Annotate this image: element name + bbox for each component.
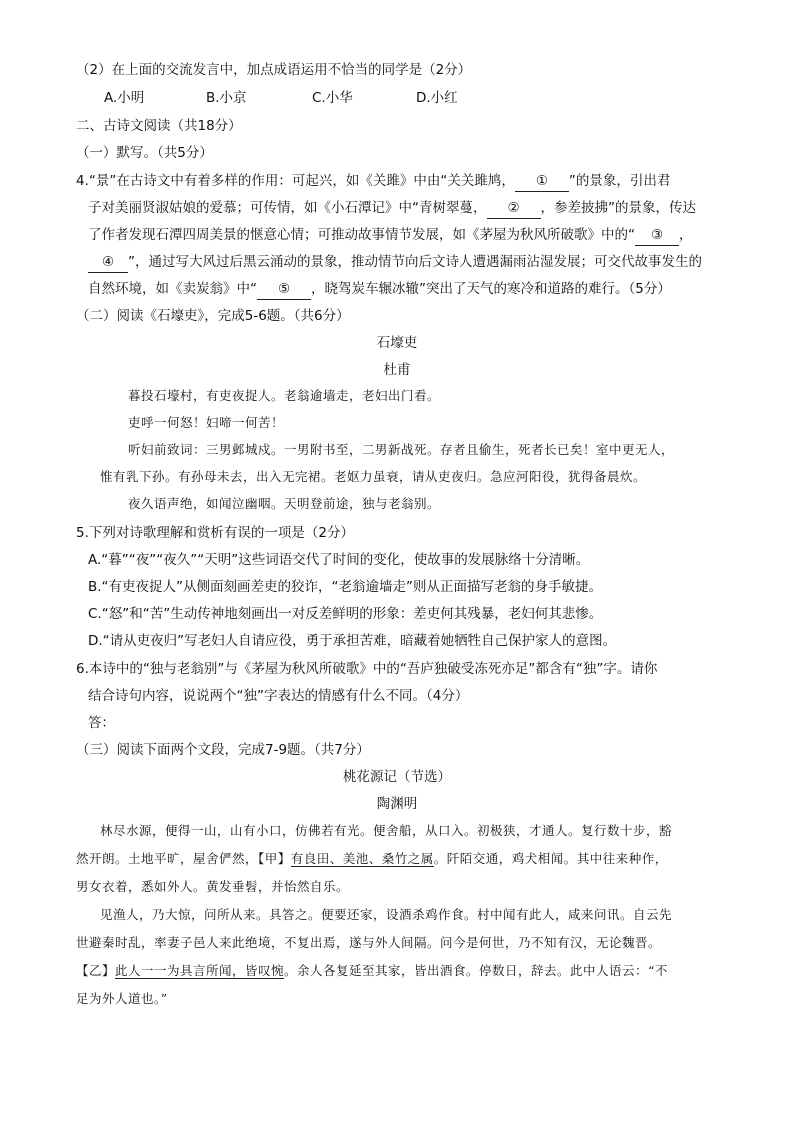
part1-title: （一）默写。（共5分）	[76, 145, 213, 161]
blank-5: ⑤	[257, 279, 311, 300]
q4-text: ，	[679, 227, 693, 243]
mark-yi: 【乙】	[76, 963, 116, 978]
q4-text: ，晓驾炭车辗冰辙”突出了天气的寒冷和道路的难行。（5分）	[311, 281, 671, 297]
q2-option-c: C.小华	[312, 90, 353, 106]
blank-1: ①	[515, 171, 569, 192]
poem-line-2: 吏呼一何怒！妇啼一何苦！	[128, 415, 285, 430]
q4-line-3	[88, 225, 693, 246]
prose-p1-line-2	[76, 849, 668, 869]
q6-answer-label: 答：	[88, 715, 115, 731]
prose-text: 。余人各复延至其家，皆出酒食。停数日，辞去。此中人语云：“不	[284, 963, 668, 978]
blank-3: ③	[635, 225, 679, 246]
prose-p1-line-1: 林尽水源，便得一山，山有小口，仿佛若有光。便舍船，从口入。初极狭，才通人。复行数十步，豁	[100, 823, 673, 838]
prose-p2-line-2: 世避秦时乱，率妻子邑人来此绝境，不复出焉，遂与外人间隔。问今是何世，乃不知有汉，无论魏晋。	[76, 935, 662, 950]
q4-text: 4.“景”在古诗文中有着多样的作用：可起兴，如《关雎》中由“关关雎鸠，	[76, 173, 515, 189]
part2-title: （二）阅读《石壕吏》，完成5-6题。（共6分）	[76, 308, 350, 324]
blank-2: ②	[487, 198, 541, 219]
prose-p2-line-1: 见渔人，乃大惊，问所从来。具答之。便要还家，设酒杀鸡作食。村中闻有此人，咸来问讯。自云先	[100, 907, 673, 922]
poem-line-5: 夜久语声绝，如闻泣幽咽。天明登前途，独与老翁别。	[128, 496, 441, 511]
q4-text: 自然环境，如《卖炭翁》中“	[88, 281, 257, 297]
q4-line-4	[88, 252, 702, 273]
q4-text: ”的景象，引出君	[568, 173, 671, 189]
prose-author: 陶渊明	[376, 796, 418, 812]
mark-jia: 【甲】	[258, 851, 291, 866]
q5-stem: 5.下列对诗歌理解和赏析有误的一项是（2分）	[76, 525, 354, 541]
q4-text: ，参差披拂”的景象，传达	[540, 200, 696, 216]
poem-title: 石壕吏	[376, 335, 418, 351]
q4-text: 了作者发现石潭四周美景的惬意心情；可推动故事情节发展，如《茅屋为秋风所破歌》中的“	[88, 227, 635, 243]
poem-line-1: 暮投石壕村，有吏夜捉人。老翁逾墙走，老妇出门看。	[128, 388, 441, 403]
poem-line-4: 惟有乳下孙。有孙母未去，出入无完裙。老妪力虽衰，请从吏夜归。急应河阳役，犹得备晨炊。	[100, 469, 647, 484]
q5-option-a: A.“暮”“夜”“夜久”“天明”这些词语交代了时间的变化，使故事的发展脉络十分清晰。	[88, 552, 590, 568]
poem-line-3: 听妇前致词：三男邺城戍。一男附书至，二男新战死。存者且偷生，死者长已矣！室中更无人，	[128, 442, 675, 457]
q4-text: 子对美丽贤淑姑娘的爱慕；可传情，如《小石潭记》中“青树翠蔓，	[88, 200, 487, 216]
underlined-phrase-yi: 此人一一为具言所闻，皆叹惋	[115, 963, 285, 978]
q5-option-d: D.“请从吏夜归”写老妇人自请应役，勇于承担苦难，暗藏着她牺牲自己保护家人的意图。	[88, 633, 617, 649]
prose-p2-line-4: 足为外人道也。”	[76, 991, 168, 1006]
q6-line-1: 6.本诗中的“独与老翁别”与《茅屋为秋风所破歌》中的“吾庐独破受冻死亦足”都含有“独”字。请你	[76, 661, 658, 677]
q2-option-d: D.小红	[416, 90, 458, 106]
q5-option-c: C.“怒”和“苦”生动传神地刻画出一对反差鲜明的形象：差吏何其残暴，老妇何其悲惨。	[88, 606, 603, 622]
prose-text: 然开朗。土地平旷，屋舍俨然，	[76, 851, 259, 866]
section2-title: 二、古诗文阅读（共18分）	[76, 118, 242, 134]
blank-4: ④	[88, 252, 128, 273]
prose-p1-line-3: 男女衣着，悉如外人。黄发垂髫，并怡然自乐。	[76, 879, 350, 894]
prose-text: 。阡陌交通，鸡犬相闻。其中往来种作，	[433, 851, 668, 866]
poem-author: 杜甫	[383, 362, 411, 378]
part3-title: （三）阅读下面两个文段，完成7-9题。（共7分）	[76, 742, 370, 758]
prose-title: 桃花源记（节选）	[343, 769, 451, 785]
q4-line-5	[88, 279, 671, 300]
underlined-phrase-jia: 有良田、美池、桑竹之属	[290, 851, 434, 866]
q5-option-b: B.“有吏夜捉人”从侧面刻画差吏的狡诈，“老翁逾墙走”则从正面描写老翁的身手敏捷。	[88, 579, 603, 595]
q4-text: ”，通过写大风过后黑云涌动的景象，推动情节向后文诗人遭遇漏雨沾湿发展；可交代故事发生的	[128, 254, 702, 270]
q6-line-2: 结合诗句内容，说说两个“独”字表达的情感有什么不同。（4分）	[88, 688, 469, 704]
q4-line-1	[76, 171, 670, 192]
prose-p2-line-3	[76, 961, 668, 981]
q4-line-2	[88, 198, 696, 219]
q2-stem: （2）在上面的交流发言中，加点成语运用不恰当的同学是（2分）	[76, 62, 472, 78]
q2-option-b: B.小京	[206, 90, 247, 106]
q2-option-a: A.小明	[104, 90, 145, 106]
